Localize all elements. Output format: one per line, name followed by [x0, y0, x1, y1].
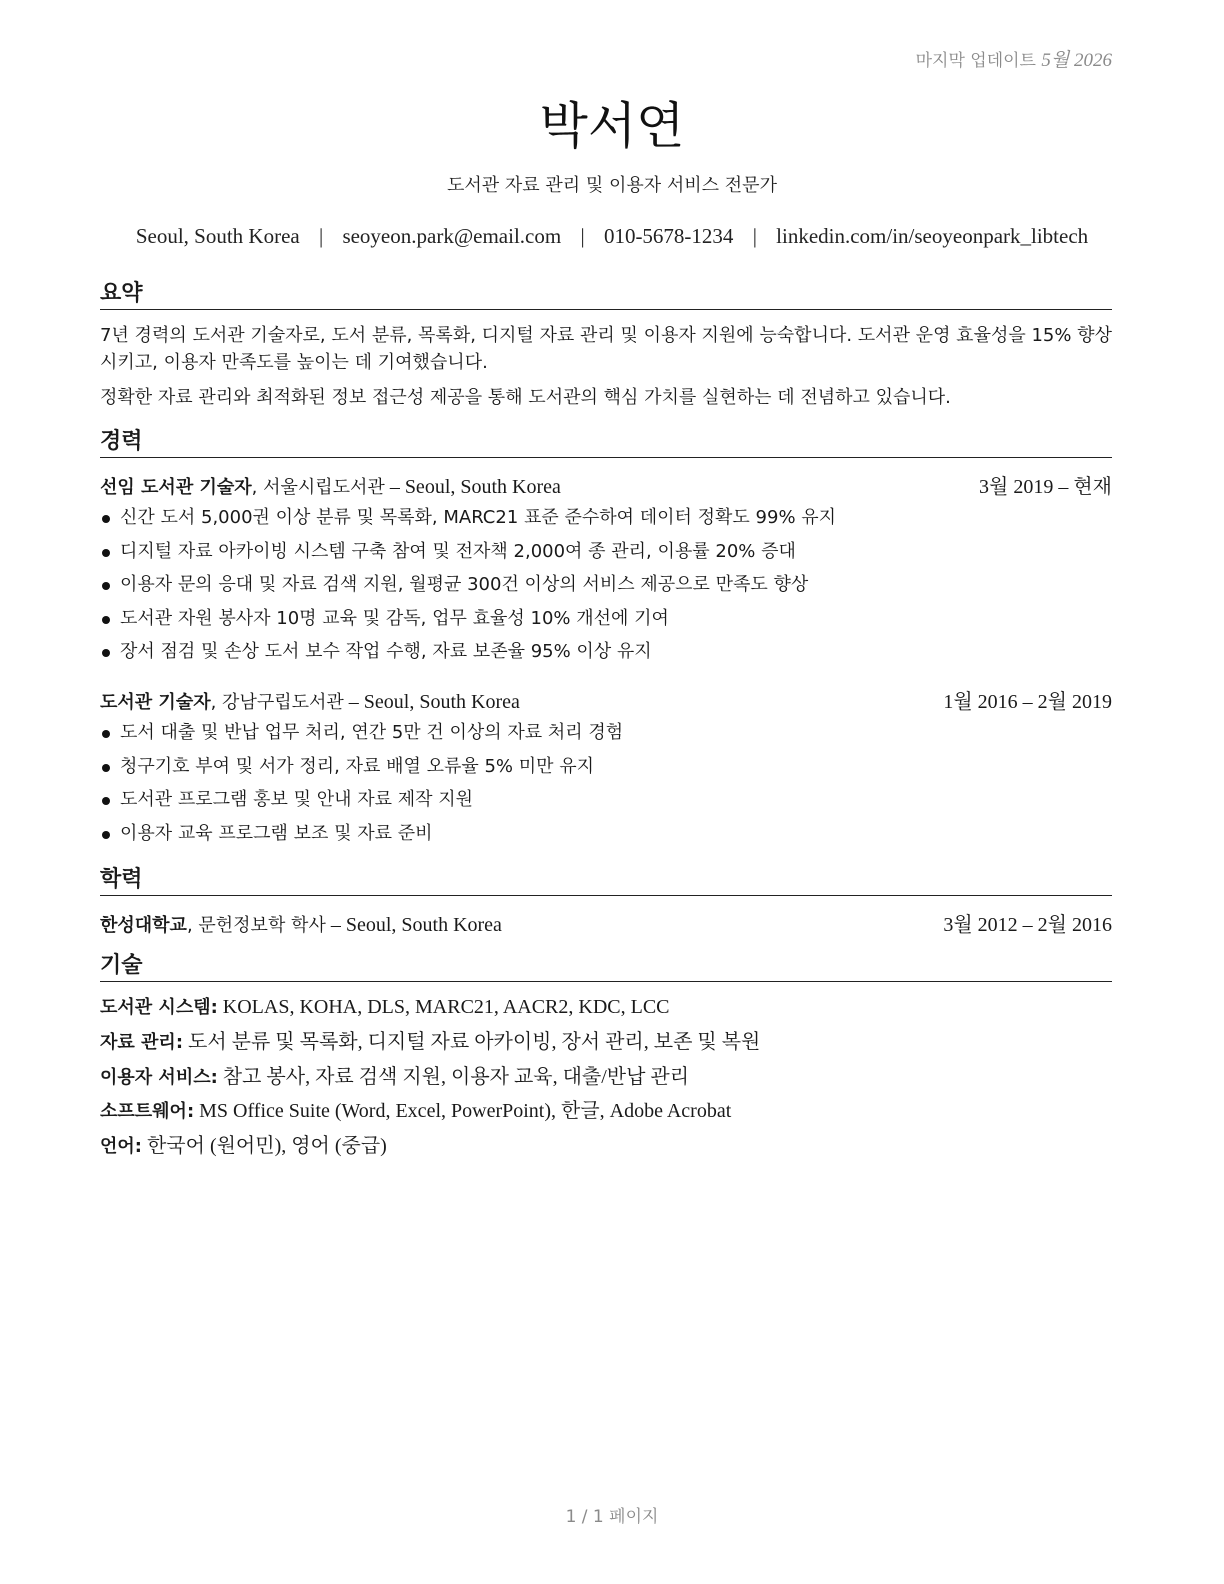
- skill-row: [100, 1060, 1112, 1095]
- contact-phone: 010-5678-1234: [603, 224, 734, 248]
- education-dates: 3월 2012 – 2월 2016: [943, 914, 1112, 936]
- skill-value: 참고 봉사, 자료 검색 지원, 이용자 교육, 대출/반납 관리: [217, 1065, 690, 1088]
- school-name: 한성대학교: [100, 915, 187, 936]
- experience-heading: 경력: [100, 424, 1112, 458]
- skill-value: 도서 분류 및 목록화, 디지털 자료 아카이빙, 장서 관리, 보존 및 복원: [183, 1030, 761, 1053]
- list-item: 청구기호 부여 및 서가 정리, 자료 배열 오류율 5% 미만 유지: [100, 750, 1112, 784]
- job-title: 선임 도서관 기술자: [100, 477, 252, 498]
- skill-value: KOLAS, KOHA, DLS, MARC21, AACR2, KDC, LCC: [217, 996, 670, 1018]
- job-dates: 1월 2016 – 2월 2019: [943, 690, 1112, 713]
- skills-list: [100, 990, 1112, 1164]
- skills-section: [100, 948, 1112, 1164]
- education-location: – Seoul, South Korea: [325, 914, 502, 936]
- job-dates: 3월 2019 – 현재: [979, 476, 1112, 498]
- contact-separator: |: [318, 224, 324, 248]
- summary-section: [100, 276, 1112, 411]
- job-location: – Seoul, South Korea: [343, 690, 520, 713]
- education-entry: [100, 908, 1112, 937]
- last-updated: [916, 45, 1112, 72]
- skill-row: [100, 1094, 1112, 1129]
- last-updated-date: 5월 2026: [1041, 50, 1112, 71]
- degree: , 문헌정보학 학사: [186, 915, 326, 936]
- list-item: 디지털 자료 아카이빙 시스템 구축 참여 및 전자책 2,000여 종 관리, 이용률 20% 증대: [100, 535, 1112, 569]
- education-section: [100, 862, 1112, 937]
- resume-name: 박서연: [539, 97, 685, 155]
- job-location: – Seoul, South Korea: [384, 476, 561, 498]
- skill-label: 소프트웨어:: [100, 1101, 195, 1123]
- last-updated-label: 마지막 업데이트: [915, 51, 1036, 71]
- skill-row: [100, 1129, 1112, 1164]
- job-header: [100, 470, 1112, 499]
- skills-heading: 기술: [100, 948, 1112, 982]
- skill-row: [100, 1025, 1112, 1060]
- summary-paragraph: 정확한 자료 관리와 최적화된 정보 접근성 제공을 통해 도서관의 핵심 가치를 실현하는 데 전념하고 있습니다.: [100, 387, 951, 408]
- contact-separator: |: [752, 224, 757, 248]
- resume-subtitle: 도서관 자료 관리 및 이용자 서비스 전문가: [447, 175, 777, 196]
- skill-value: 한국어 (원어민), 영어 (중급): [141, 1135, 387, 1158]
- job-title: 도서관 기술자: [100, 691, 211, 713]
- job-org: , 서울시립도서관: [251, 477, 385, 498]
- list-item: 도서관 자원 봉사자 10명 교육 및 감독, 업무 효율성 10% 개선에 기여: [100, 602, 1112, 636]
- job-org: , 강남구립도서관: [210, 691, 344, 713]
- list-item: 장서 점검 및 손상 도서 보수 작업 수행, 자료 보존율 95% 이상 유지: [100, 635, 1112, 669]
- list-item: 이용자 문의 응대 및 자료 검색 지원, 월평균 300건 이상의 서비스 제공으로 만족도 향상: [100, 568, 1112, 602]
- contact-linkedin[interactable]: linkedin.com/in/seoyeonpark_libtech: [776, 224, 1089, 248]
- skill-label: 자료 관리:: [100, 1031, 184, 1053]
- contact-line: [0, 224, 1224, 249]
- contact-location: Seoul, South Korea: [135, 224, 300, 248]
- skill-value: MS Office Suite (Word, Excel, PowerPoint), 한글, Adobe Acrobat: [194, 1100, 732, 1123]
- education-heading: 학력: [100, 862, 1112, 896]
- contact-email[interactable]: seoyeon.park@email.com: [342, 224, 562, 248]
- job-header: [100, 685, 1112, 714]
- list-item: 이용자 교육 프로그램 보조 및 자료 준비: [100, 817, 1112, 851]
- list-item: 도서 대출 및 반납 업무 처리, 연간 5만 건 이상의 자료 처리 경험: [100, 716, 1112, 750]
- summary-paragraph: 7년 경력의 도서관 기술자로, 도서 분류, 목록화, 디지털 자료 관리 및 이용자 지원에 능숙합니다. 도서관 운영 효율성을 15% 향상시키고, 이용자 만족도를 높이는 데 기여했습니다.: [100, 325, 1112, 373]
- skill-label: 도서관 시스템:: [100, 997, 218, 1018]
- skill-label: 이용자 서비스:: [100, 1066, 218, 1088]
- job-bullets: [100, 501, 1112, 669]
- list-item: 신간 도서 5,000권 이상 분류 및 목록화, MARC21 표준 준수하여 데이터 정확도 99% 유지: [100, 501, 1112, 535]
- skill-label: 언어:: [100, 1136, 142, 1158]
- summary-heading: 요약: [100, 276, 1112, 310]
- contact-separator: |: [580, 224, 585, 248]
- list-item: 도서관 프로그램 홍보 및 안내 자료 제작 지원: [100, 783, 1112, 817]
- experience-section: [100, 424, 1112, 850]
- skill-row: [100, 990, 1112, 1025]
- job-bullets: [100, 716, 1112, 850]
- page-footer: 1 / 1 페이지: [565, 1507, 659, 1527]
